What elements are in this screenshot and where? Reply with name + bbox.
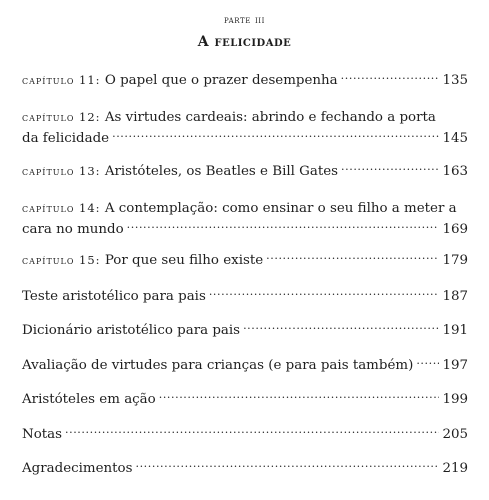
page-number: 163 (442, 164, 468, 179)
dot-leader (135, 459, 439, 472)
dot-leader (127, 220, 440, 233)
toc-entry-chapter-13[interactable] (22, 161, 468, 182)
dot-leader (243, 321, 439, 334)
entry-title: Avaliação de virtudes para crianças (e para pais também) (22, 358, 414, 373)
dot-leader (65, 425, 439, 438)
entry-title-line2: da felicidade (22, 131, 110, 146)
dot-leader (416, 356, 439, 369)
entry-title-line1: A contemplação: como ensinar o seu filho a meter a (104, 201, 457, 216)
entry-title: Teste aristotélico para pais (22, 289, 206, 304)
page-number: 191 (442, 323, 468, 338)
entry-title-line1: As virtudes cardeais: abrindo e fechando a porta (104, 110, 436, 125)
chapter-prefix: capítulo 14: (22, 201, 101, 215)
page-number: 145 (442, 131, 468, 146)
toc-entry-avaliacao[interactable] (22, 355, 468, 376)
toc-entry-chapter-14[interactable] (22, 198, 468, 240)
dot-leader (209, 287, 440, 300)
dot-leader (266, 251, 439, 264)
page-number: 199 (442, 392, 468, 407)
part-title: A felicidade (197, 34, 292, 50)
entry-title: Notas (22, 427, 63, 442)
entry-title: Aristóteles, os Beatles e Bill Gates (104, 164, 339, 179)
page-number: 179 (442, 253, 468, 268)
chapter-prefix: capítulo 13: (22, 164, 101, 178)
toc-entry-chapter-11[interactable] (22, 70, 468, 91)
dot-leader (341, 71, 440, 84)
entry-title: Agradecimentos (22, 461, 133, 476)
page-number: 169 (442, 222, 468, 237)
toc-entry-aristoteles-em-acao[interactable] (22, 389, 468, 410)
entry-title: Por que seu filho existe (104, 253, 264, 268)
chapter-prefix: capítulo 15: (22, 253, 101, 267)
dot-leader (112, 129, 439, 142)
entry-title: Aristóteles em ação (22, 392, 156, 407)
page-number: 187 (442, 289, 468, 304)
toc-entry-dicionario[interactable] (22, 320, 468, 341)
part-label: parte iii (223, 14, 266, 26)
dot-leader (159, 390, 440, 403)
toc-entry-chapter-15[interactable] (22, 250, 468, 271)
entry-title-line2: cara no mundo (22, 222, 124, 237)
toc-entry-agradecimentos[interactable] (22, 458, 468, 479)
toc-entry-chapter-12[interactable] (22, 107, 468, 149)
page-number: 205 (442, 427, 468, 442)
toc-entry-notas[interactable] (22, 424, 468, 445)
page-number: 219 (442, 461, 468, 476)
toc-entry-teste[interactable] (22, 286, 468, 307)
entry-title: O papel que o prazer desempenha (104, 73, 338, 88)
chapter-prefix: capítulo 12: (22, 110, 101, 124)
page-number: 135 (442, 73, 468, 88)
page-number: 197 (442, 358, 468, 373)
dot-leader (341, 162, 439, 175)
entry-title: Dicionário aristotélico para pais (22, 323, 241, 338)
chapter-prefix: capítulo 11: (22, 73, 101, 87)
